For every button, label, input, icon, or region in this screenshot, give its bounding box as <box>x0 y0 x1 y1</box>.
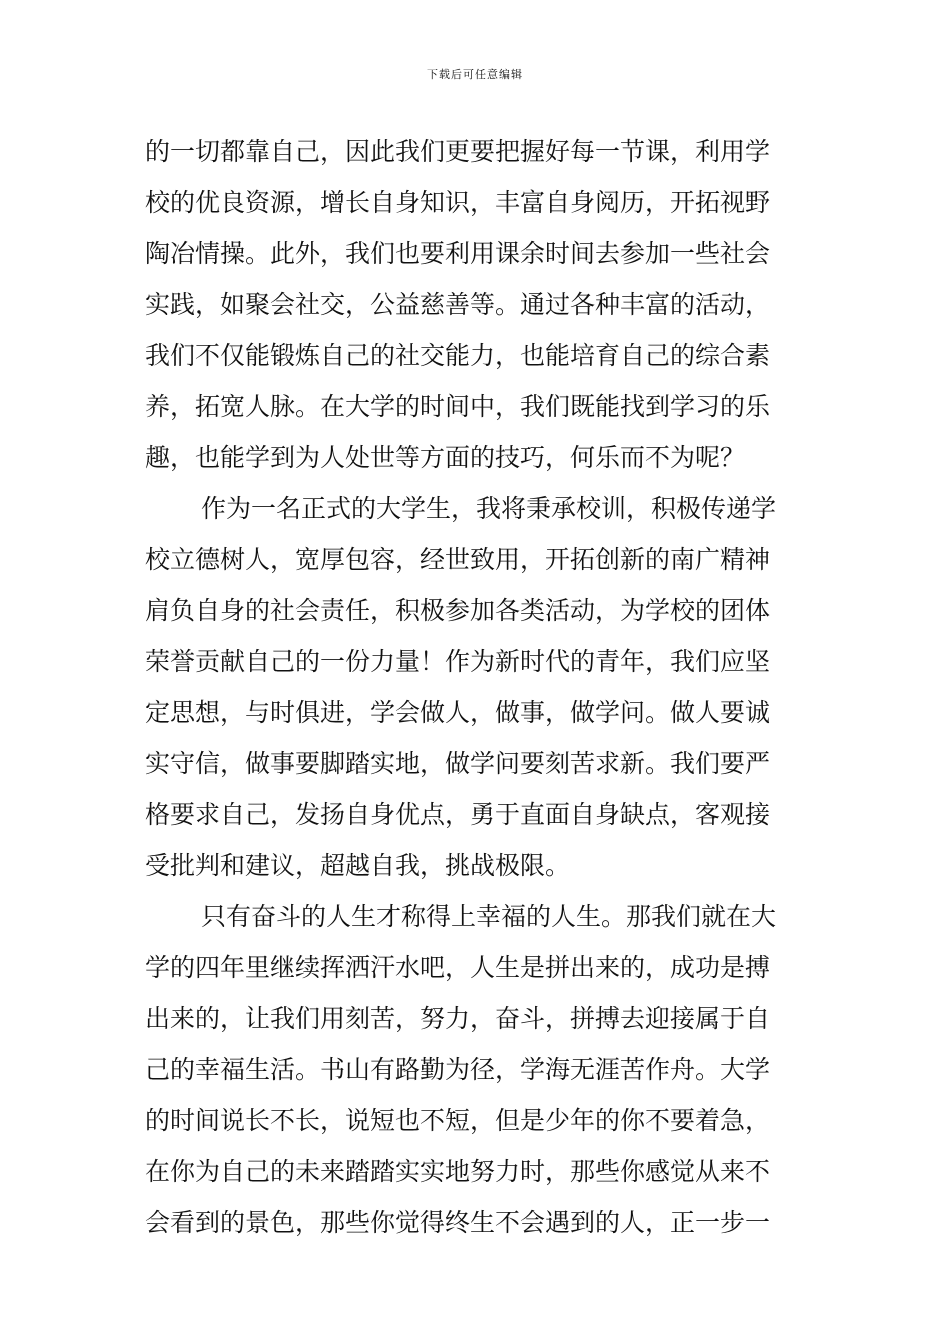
text-line: 出来的，让我们用刻苦，努力，奋斗，拼搏去迎接属于自 <box>145 1004 771 1033</box>
text-line: 受批判和建议，超越自我，挑战极限。 <box>145 851 571 880</box>
text-line: 实守信，做事要脚踏实地，做学问要刻苦求新。我们要严 <box>145 749 771 778</box>
text-line: 实践，如聚会社交，公益慈善等。通过各种丰富的活动， <box>145 290 771 319</box>
text-line: 陶冶情操。此外，我们也要利用课余时间去参加一些社会 <box>145 239 771 268</box>
text-line: 肩负自身的社会责任，积极参加各类活动，为学校的团体 <box>145 596 771 625</box>
text-line: 养，拓宽人脉。在大学的时间中，我们既能找到学习的乐 <box>145 392 771 421</box>
text-line: 在你为自己的未来踏踏实实地努力时，那些你感觉从来不 <box>145 1157 771 1186</box>
body-text <box>145 126 810 1248</box>
paragraph-start-line: 只有奋斗的人生才称得上幸福的人生。那我们就在大 <box>201 902 777 931</box>
text-line: 的一切都靠自己，因此我们更要把握好每一节课，利用学 <box>145 137 771 166</box>
text-line: 荣誉贡献自己的一份力量！作为新时代的青年，我们应坚 <box>145 647 771 676</box>
text-line: 校的优良资源，增长自身知识，丰富自身阅历，开拓视野 <box>145 188 771 217</box>
text-line: 我们不仅能锻炼自己的社交能力，也能培育自己的综合素 <box>145 341 771 370</box>
page-header: 下载后可任意编辑 <box>427 68 523 81</box>
text-line: 校立德树人，宽厚包容，经世致用，开拓创新的南广精神 <box>145 545 771 574</box>
text-line: 定思想，与时俱进，学会做人，做事，做学问。做人要诚 <box>145 698 771 727</box>
text-line: 会看到的景色，那些你觉得终生不会遇到的人，正一步一 <box>145 1208 771 1237</box>
text-line: 趣，也能学到为人处世等方面的技巧，何乐而不为呢？ <box>145 443 746 472</box>
text-line: 己的幸福生活。书山有路勤为径，学海无涯苦作舟。大学 <box>145 1055 771 1084</box>
text-line: 的时间说长不长，说短也不短，但是少年的你不要着急， <box>145 1106 771 1135</box>
text-line: 格要求自己，发扬自身优点，勇于直面自身缺点，客观接 <box>145 800 771 829</box>
text-line: 学的四年里继续挥洒汗水吧，人生是拼出来的，成功是搏 <box>145 953 771 982</box>
paragraph-start-line: 作为一名正式的大学生，我将秉承校训，积极传递学 <box>201 494 777 523</box>
